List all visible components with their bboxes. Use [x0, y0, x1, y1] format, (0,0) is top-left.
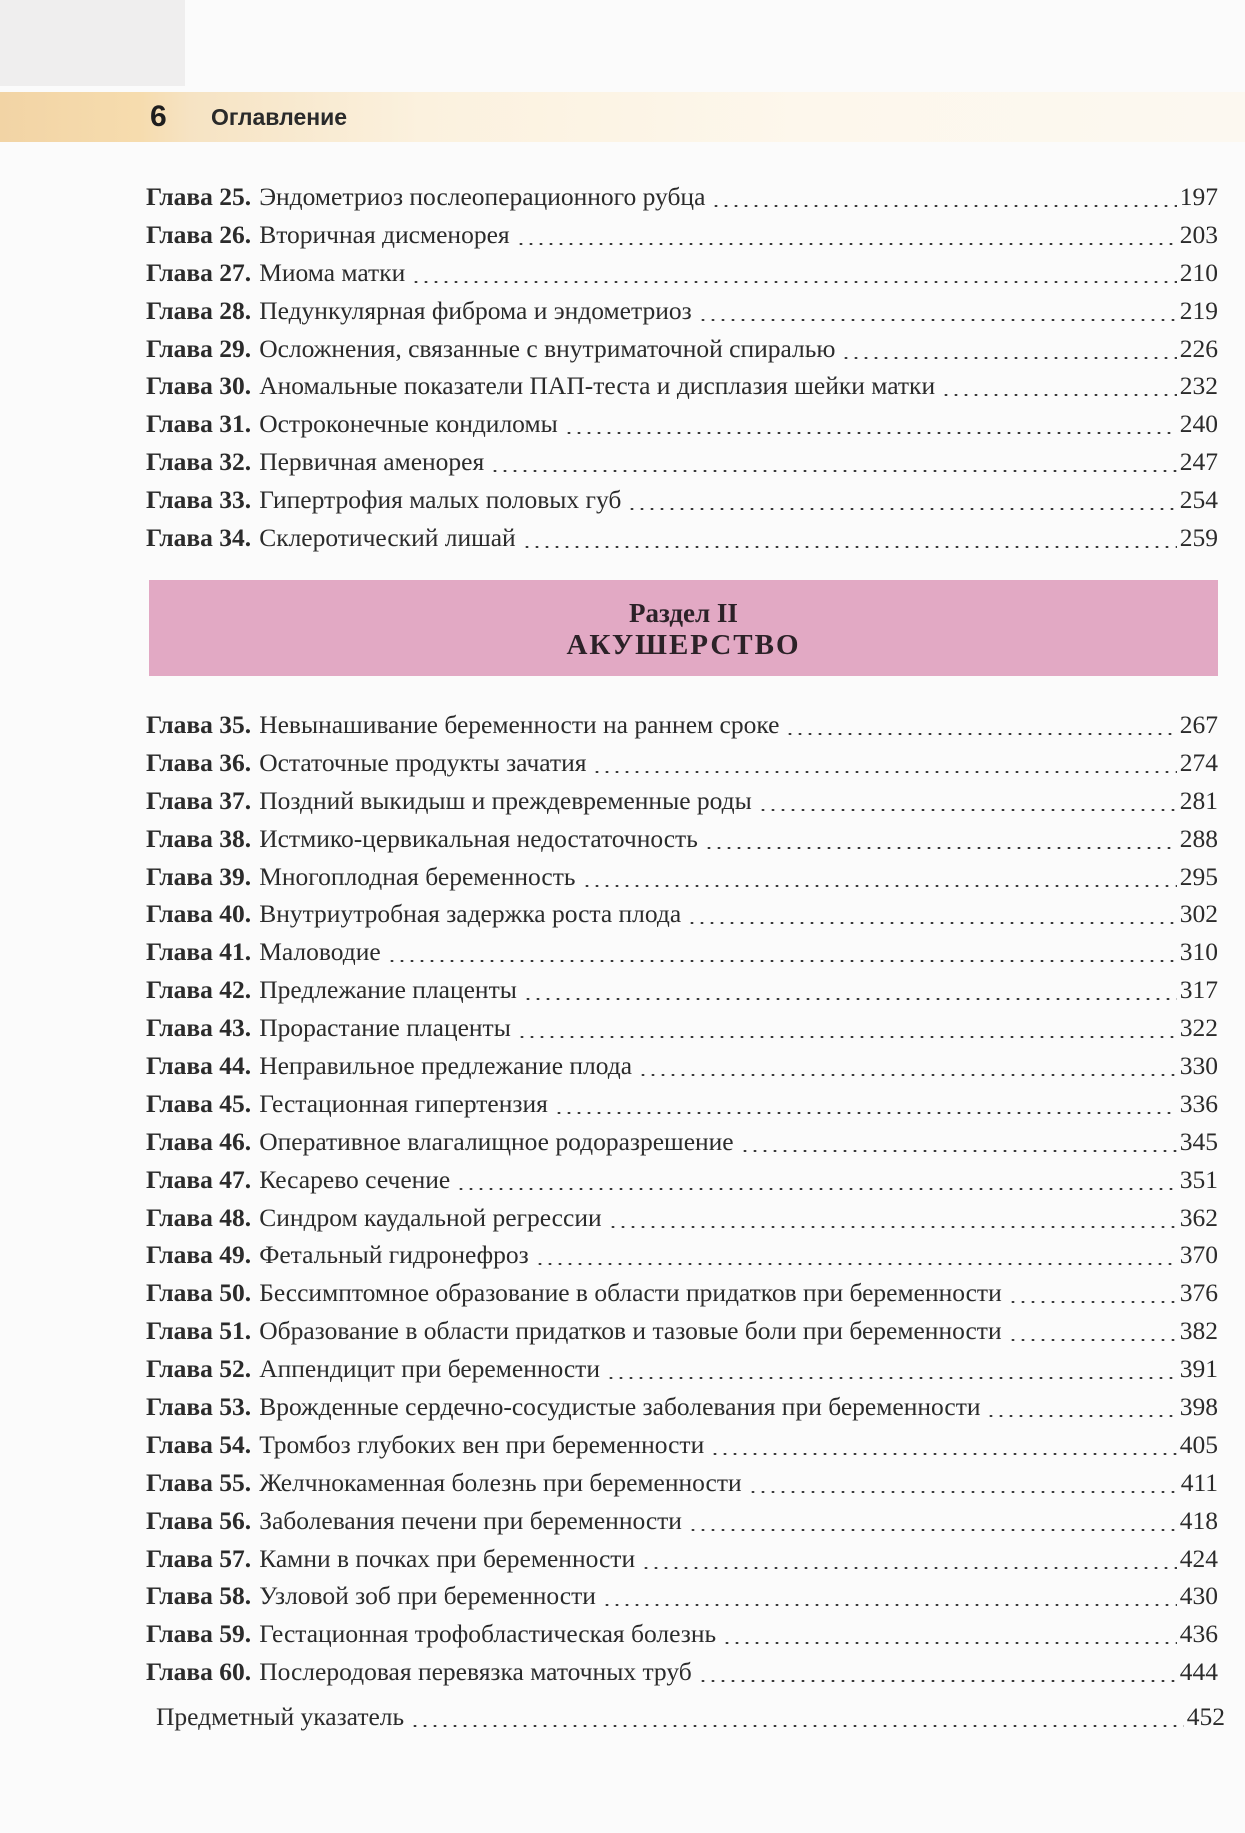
toc-entry-title: Аномальные показатели ПАП-теста и дисплазия шейки матки	[259, 371, 936, 401]
toc-entry[interactable]	[146, 933, 1218, 971]
toc-entry-page: 210	[1179, 257, 1218, 287]
toc-entry-page: 345	[1179, 1126, 1218, 1156]
toc-entry-chapter-number: Глава 35.	[146, 710, 252, 739]
toc-entry[interactable]	[146, 1009, 1218, 1047]
toc-entry-chapter-number: Глава 34.	[146, 523, 252, 553]
toc-entry-chapter-number: Глава 42.	[146, 975, 252, 1005]
dot-leader	[841, 357, 1176, 359]
toc-entry-title: Послеродовая перевязка маточных труб	[259, 1657, 692, 1687]
toc-entry[interactable]	[146, 443, 1218, 481]
toc-entry-page: 424	[1179, 1543, 1218, 1573]
toc-entry-chapter-number: Глава 38.	[146, 823, 252, 853]
toc-entry-chapter-number: Глава 27.	[146, 257, 252, 287]
toc-entry-page: 232	[1179, 371, 1218, 401]
toc-entry-title: Оперативное влагалищное родоразрешение	[259, 1126, 734, 1156]
toc-entry[interactable]	[146, 1274, 1218, 1312]
section-label: Раздел II	[629, 598, 738, 628]
dot-leader	[785, 733, 1176, 735]
toc-entry-page: 452	[1186, 1702, 1225, 1731]
dot-leader	[722, 1642, 1177, 1644]
dot-leader	[411, 281, 1177, 283]
toc-entry[interactable]	[146, 1615, 1218, 1653]
dot-leader	[516, 243, 1177, 245]
toc-entry-title: Врожденные сердечно-сосудистые заболевания при беременности	[259, 1392, 981, 1422]
toc-entry-page: 317	[1179, 975, 1218, 1005]
toc-entry-title: Предлежание плаценты	[259, 975, 517, 1005]
toc-list-obstetrics	[146, 706, 1218, 1691]
toc-entry[interactable]	[146, 1199, 1218, 1237]
dot-leader	[535, 1263, 1177, 1265]
toc-entry-title: Вторичная дисменорея	[259, 219, 510, 249]
toc-entry-title: Остаточные продукты зачатия	[259, 747, 587, 777]
toc-entry-chapter-number: Глава 30.	[146, 371, 252, 401]
toc-entry-chapter-number: Глава 33.	[146, 485, 252, 515]
toc-entry-title: Образование в области придатков и тазовые боли при беременности	[259, 1316, 1002, 1346]
toc-entry-chapter-number: Глава 41.	[146, 937, 252, 967]
toc-entry-chapter-number: Глава 55.	[146, 1467, 252, 1497]
toc-entry-title: Многоплодная беременность	[259, 861, 576, 891]
toc-entry-title: Эндометриоз послеоперационного рубца	[259, 182, 706, 211]
toc-entry-page: 382	[1179, 1316, 1218, 1346]
dot-leader	[522, 546, 1177, 548]
dot-leader	[941, 394, 1177, 396]
toc-entry-chapter-number: Глава 46.	[146, 1126, 252, 1156]
toc-entry-chapter-number: Глава 44.	[146, 1051, 252, 1081]
toc-entry-page: 362	[1179, 1202, 1218, 1232]
section-banner	[149, 580, 1218, 676]
toc-entry-chapter-number: Глава 50.	[146, 1278, 252, 1308]
toc-entry[interactable]	[146, 519, 1218, 557]
toc-entry-page: 398	[1179, 1392, 1218, 1422]
toc-entry[interactable]	[146, 1577, 1218, 1615]
toc-entry-page: 288	[1179, 823, 1218, 853]
toc-entry-chapter-number: Глава 37.	[146, 785, 252, 815]
toc-entry-chapter-number: Глава 28.	[146, 295, 252, 325]
toc-entry-page: 436	[1179, 1619, 1218, 1649]
toc-entry-page: 281	[1179, 785, 1218, 815]
dot-leader	[523, 998, 1177, 1000]
toc-entry-page: 259	[1179, 523, 1218, 553]
toc-entry-page: 219	[1179, 295, 1218, 325]
toc-entry-chapter-number: Глава 26.	[146, 219, 252, 249]
toc-entry-page: 336	[1179, 1088, 1218, 1118]
dot-leader	[387, 960, 1177, 962]
toc-entry[interactable]	[146, 858, 1218, 896]
dot-leader	[704, 847, 1177, 849]
dot-leader	[687, 922, 1177, 924]
toc-entry-page: 418	[1179, 1505, 1218, 1535]
toc-entry-page: 391	[1179, 1354, 1218, 1384]
dot-leader	[564, 432, 1177, 434]
dot-leader	[986, 1415, 1176, 1417]
toc-entry-title: Бессимптомное образование в области придатков при беременности	[259, 1278, 1002, 1308]
toc-entry-chapter-number: Глава 43.	[146, 1013, 252, 1043]
toc-entry-title: Склеротический лишай	[259, 523, 516, 553]
toc-entry-chapter-number: Глава 31.	[146, 409, 252, 439]
toc-entry[interactable]	[146, 1502, 1218, 1540]
dot-leader	[641, 1567, 1177, 1569]
dot-leader	[758, 809, 1177, 811]
toc-entry-page: 240	[1179, 409, 1218, 439]
toc-entry-chapter-number: Глава 32.	[146, 447, 252, 477]
dot-leader	[456, 1188, 1176, 1190]
toc-entry[interactable]	[146, 1085, 1218, 1123]
toc-entry-title: Синдром каудальной регрессии	[259, 1202, 602, 1232]
toc-entry-title: Гестационная трофобластическая болезнь	[259, 1619, 717, 1649]
toc-entry[interactable]	[146, 1236, 1218, 1274]
toc-entry-title: Предметный указатель	[156, 1702, 405, 1731]
dot-leader	[410, 1725, 1184, 1727]
toc-entry[interactable]	[146, 1653, 1218, 1691]
toc-entry-chapter-number: Глава 51.	[146, 1316, 252, 1346]
dot-leader	[1008, 1339, 1177, 1341]
toc-entry[interactable]	[146, 481, 1218, 519]
dot-leader	[688, 1529, 1177, 1531]
toc-entry[interactable]	[146, 292, 1218, 330]
toc-entry[interactable]	[146, 178, 1218, 216]
toc-entry[interactable]	[146, 820, 1218, 858]
toc-entry[interactable]	[146, 1388, 1218, 1426]
toc-entry-title: Аппендицит при беременности	[259, 1354, 600, 1384]
toc-entry-title: Гестационная гипертензия	[259, 1088, 548, 1118]
toc-list-gynecology	[146, 178, 1218, 557]
toc-entry-title: Поздний выкидыш и преждевременные роды	[259, 785, 752, 815]
toc-entry[interactable]	[146, 1161, 1218, 1199]
toc-entry-chapter-number: Глава 45.	[146, 1088, 252, 1118]
dot-leader	[490, 470, 1177, 472]
dot-leader	[627, 508, 1176, 510]
toc-entry-page: 370	[1179, 1240, 1218, 1270]
toc-entry-title: Остроконечные кондиломы	[259, 409, 558, 439]
toc-entry-chapter-number: Глава 52.	[146, 1354, 252, 1384]
toc-entry-page: 430	[1179, 1581, 1218, 1611]
toc-entry-page: 247	[1179, 447, 1218, 477]
toc-entry-page: 197	[1179, 182, 1218, 211]
toc-entry[interactable]	[146, 1047, 1218, 1085]
toc-entry-page: 226	[1179, 333, 1218, 363]
dot-leader	[711, 205, 1176, 207]
toc-entry-chapter-number: Глава 29.	[146, 333, 252, 363]
header-title: Оглавление	[211, 104, 348, 130]
toc-entry-title: Заболевания печени при беременности	[259, 1505, 682, 1535]
page-number: 6	[150, 100, 167, 133]
toc-entry-chapter-number: Глава 39.	[146, 861, 252, 891]
dot-leader	[698, 319, 1177, 321]
corner-block	[0, 0, 185, 86]
toc-entry-title: Гипертрофия малых половых губ	[259, 485, 622, 515]
toc-entry-chapter-number: Глава 60.	[146, 1657, 252, 1687]
toc-entry-page: 351	[1179, 1164, 1218, 1194]
toc-entry-chapter-number: Глава 59.	[146, 1619, 252, 1649]
toc-entry[interactable]	[146, 1540, 1218, 1578]
header-bar	[0, 92, 1245, 142]
toc-entry-title: Узловой зоб при беременности	[259, 1581, 596, 1611]
toc-entry[interactable]	[146, 1350, 1218, 1388]
toc-entry-page: 295	[1179, 861, 1218, 891]
toc-entry-page: 302	[1179, 899, 1218, 929]
dot-leader	[517, 1036, 1177, 1038]
toc-entry-page: 254	[1179, 485, 1218, 515]
toc-entry[interactable]	[146, 1426, 1218, 1464]
toc-entry-title: Прорастание плаценты	[259, 1013, 511, 1043]
toc-entry[interactable]	[146, 1464, 1218, 1502]
toc-entry-chapter-number: Глава 57.	[146, 1543, 252, 1573]
toc-entry-page: 376	[1179, 1278, 1218, 1308]
dot-leader	[698, 1680, 1177, 1682]
toc-entry-title: Кесарево сечение	[259, 1164, 451, 1194]
toc-entry-chapter-number: Глава 36.	[146, 747, 252, 777]
toc-entry-page: 310	[1179, 937, 1218, 967]
toc-entry-chapter-number: Глава 49.	[146, 1240, 252, 1270]
toc-entry[interactable]	[146, 971, 1218, 1009]
dot-leader	[1008, 1301, 1177, 1303]
toc-entry-title: Внутриутробная задержка роста плода	[259, 899, 682, 929]
toc-entry[interactable]	[146, 782, 1218, 820]
dot-leader	[602, 1604, 1177, 1606]
toc-entry[interactable]	[146, 330, 1218, 368]
toc-entry[interactable]	[146, 744, 1218, 782]
dot-leader	[606, 1377, 1177, 1379]
dot-leader	[592, 771, 1176, 773]
toc-entry-page: 274	[1179, 747, 1218, 777]
toc-entry[interactable]	[146, 254, 1218, 292]
toc-entry-chapter-number: Глава 53.	[146, 1392, 252, 1422]
toc-entry-page: 330	[1179, 1051, 1218, 1081]
toc-entry-title: Педункулярная фиброма и эндометриоз	[259, 295, 692, 325]
toc-entry[interactable]	[146, 405, 1218, 443]
toc-entry-title: Миома матки	[259, 257, 406, 287]
dot-leader	[638, 1074, 1177, 1076]
toc-entry-title: Истмико-цервикальная недостаточность	[259, 823, 698, 853]
dot-leader	[554, 1112, 1177, 1114]
dot-leader	[740, 1150, 1177, 1152]
toc-entry-title: Неправильное предлежание плода	[259, 1051, 633, 1081]
toc-entry-chapter-number: Глава 40.	[146, 899, 252, 929]
toc-entry-page: 411	[1180, 1467, 1218, 1497]
toc-entry[interactable]	[146, 1123, 1218, 1161]
toc-entry[interactable]	[146, 895, 1218, 933]
toc-entry[interactable]	[146, 1312, 1218, 1350]
toc-entry-chapter-number: Глава 48.	[146, 1202, 252, 1232]
section-title: АКУШЕРСТВО	[566, 629, 801, 661]
toc-entry-chapter-number: Глава 56.	[146, 1505, 252, 1535]
toc-entry-title: Осложнения, связанные с внутриматочной спиралью	[259, 333, 836, 363]
toc-entry-title: Фетальный гидронефроз	[259, 1240, 529, 1270]
toc-entry-page: 203	[1179, 219, 1218, 249]
toc-entry-title: Первичная аменорея	[259, 447, 485, 477]
toc-entry[interactable]	[146, 367, 1218, 405]
dot-leader	[608, 1226, 1177, 1228]
toc-entry-title: Тромбоз глубоких вен при беременности	[259, 1429, 705, 1459]
toc-entry[interactable]	[146, 706, 1218, 744]
toc-entry-page: 267	[1179, 710, 1218, 739]
toc-entry-chapter-number: Глава 47.	[146, 1164, 252, 1194]
toc-entry-title: Камни в почках при беременности	[259, 1543, 636, 1573]
toc-entry-chapter-number: Глава 25.	[146, 182, 252, 211]
toc-entry-page: 444	[1179, 1657, 1218, 1687]
toc-entry-title: Маловодие	[259, 937, 381, 967]
dot-leader	[748, 1491, 1178, 1493]
toc-entry-title: Желчнокаменная болезнь при беременности	[259, 1467, 742, 1497]
toc-entry-title: Невынашивание беременности на раннем сроке	[259, 710, 780, 739]
toc-entry-page: 405	[1179, 1429, 1218, 1459]
toc-entry-index[interactable]	[156, 1698, 1225, 1736]
toc-entry[interactable]	[146, 216, 1218, 254]
dot-leader	[710, 1453, 1177, 1455]
toc-entry-page: 322	[1179, 1013, 1218, 1043]
toc-entry-chapter-number: Глава 54.	[146, 1429, 252, 1459]
dot-leader	[582, 885, 1177, 887]
toc-entry-chapter-number: Глава 58.	[146, 1581, 252, 1611]
